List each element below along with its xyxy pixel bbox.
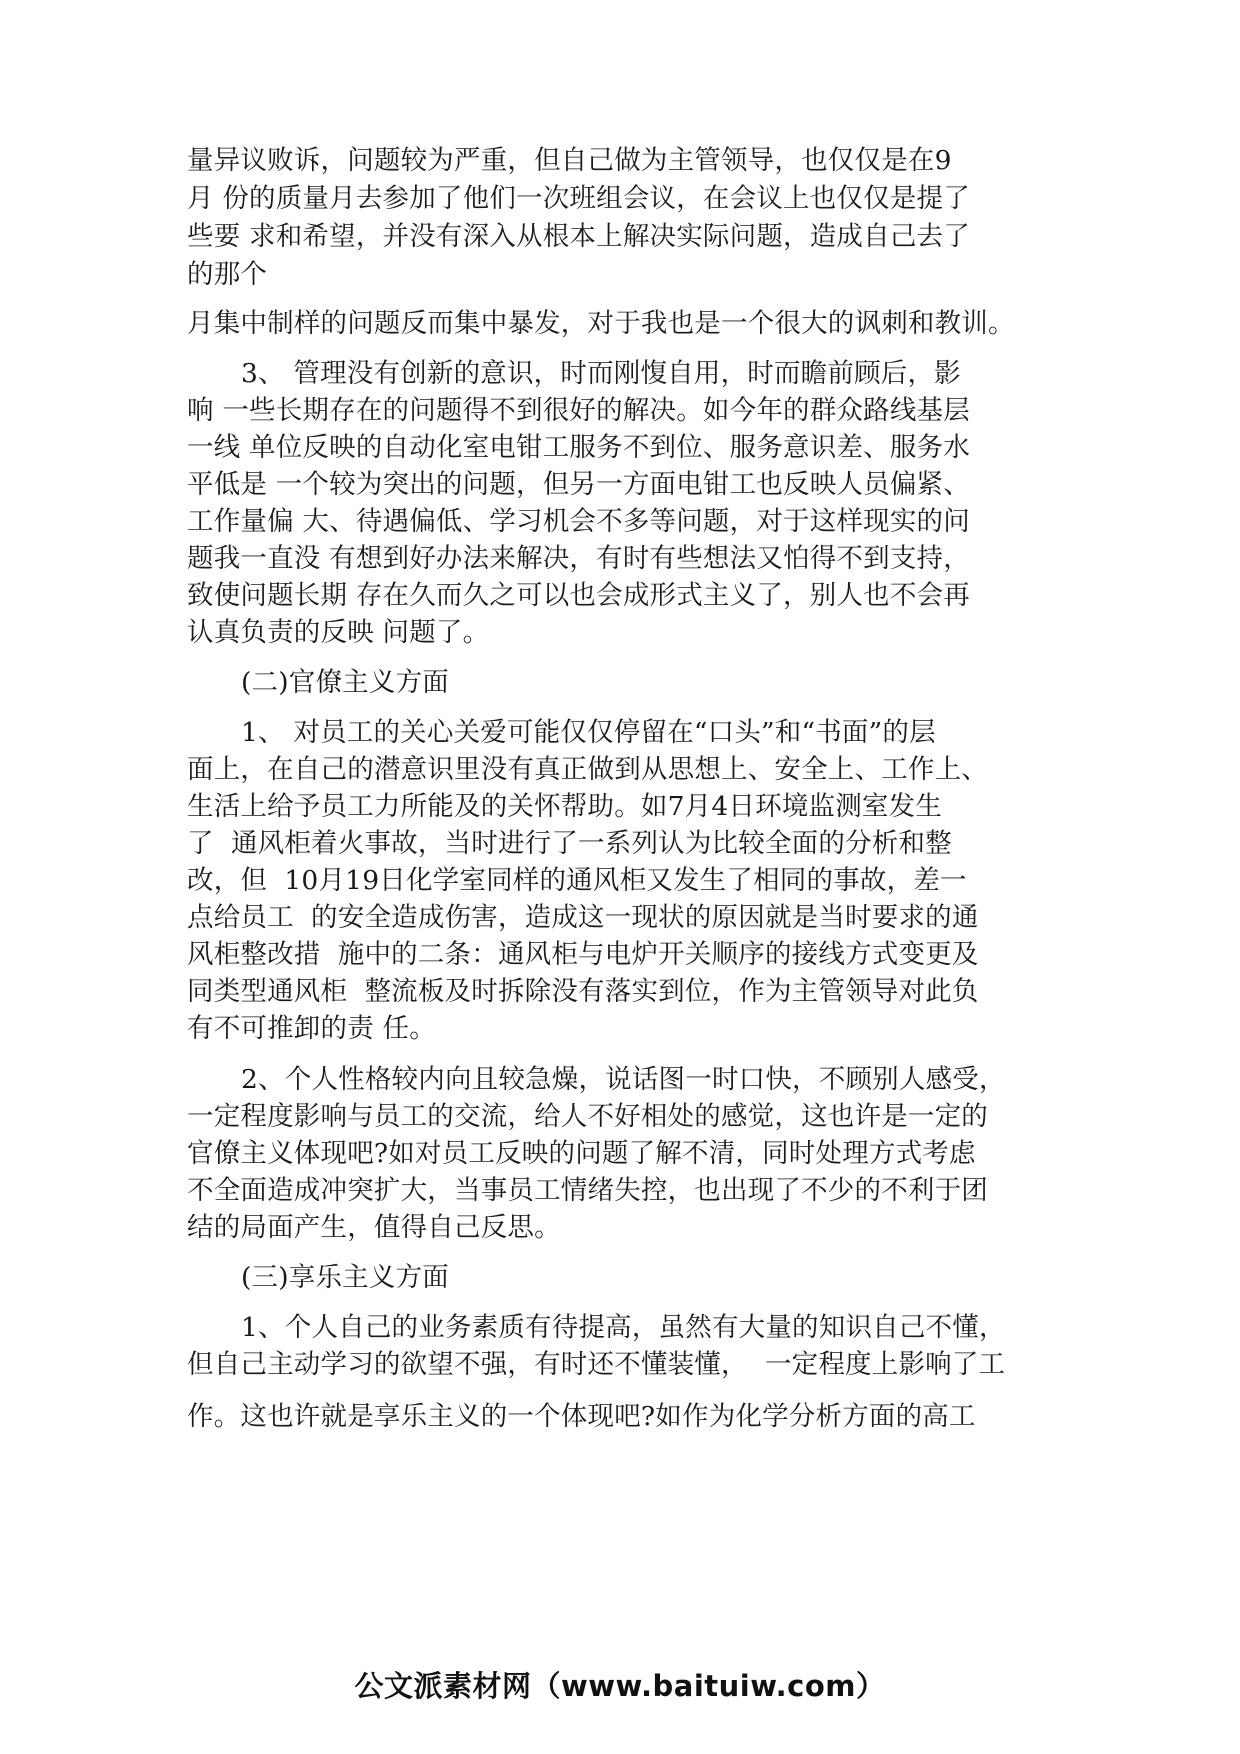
body-line: 1、 对员工的关心关爱可能仅仅停留在“口头”和“书面”的层: [241, 717, 936, 748]
body-line: 点给员工 的安全造成伤害，造成这一现状的原因就是当时要求的通: [187, 902, 979, 933]
body-line: 平低是 一个较为突出的问题，但另一方面电钳工也反映人员偏紧、: [187, 469, 970, 500]
body-line: 1、个人自己的业务素质有待提高，虽然有大量的知识自己不懂，: [241, 1312, 1006, 1343]
body-line: 作。这也许就是享乐主义的一个体现吧?如作为化学分析方面的高工: [187, 1401, 976, 1432]
body-line: 些要 求和希望，并没有深入从根本上解决实际问题，造成自己去了: [187, 221, 970, 252]
body-line: 3、 管理没有创新的意识，时而刚愎自用，时而瞻前顾后，影: [241, 358, 961, 389]
body-line: 改，但 10月19日化学室同样的通风柜又发生了相同的事故，差一: [187, 865, 967, 896]
body-line: 认真负责的反映 问题了。: [187, 617, 490, 648]
section-heading: (三)享乐主义方面: [241, 1262, 449, 1293]
body-line: 风柜整改措 施中的二条：通风柜与电炉开关顺序的接线方式变更及: [187, 939, 979, 970]
body-line: 面上，在自己的潜意识里没有真正做到从思想上、安全上、工作上、: [187, 754, 988, 785]
body-line: 一线 单位反映的自动化室电钳工服务不到位、服务意识差、服务水: [187, 432, 970, 463]
body-line: 有不可推卸的责 任。: [187, 1013, 436, 1044]
body-line: 但自己主动学习的欲望不强，有时还不懂装懂， 一定程度上影响了工: [187, 1349, 1006, 1380]
body-line: 不全面造成冲突扩大，当事员工情绪失控，也出现了不少的不利于团: [187, 1175, 988, 1206]
body-line: 工作量偏 大、待遇偏低、学习机会不多等问题，对于这样现实的问: [187, 506, 970, 537]
body-line: 题我一直没 有想到好办法来解决，有时有些想法又怕得不到支持，: [187, 543, 970, 574]
body-line: 生活上给予员工力所能及的关怀帮助。如7月4日环境监测室发生: [187, 791, 943, 822]
body-line: 同类型通风柜 整流板及时拆除没有落实到位，作为主管领导对此负: [187, 976, 979, 1007]
body-line: 响 一些长期存在的问题得不到很好的解决。如今年的群众路线基层: [187, 395, 970, 426]
body-line: 结的局面产生，值得自己反思。: [187, 1212, 561, 1243]
footer-watermark: 公文派素材网（www.baituiw.com）: [354, 1669, 886, 1703]
body-line: 量异议败诉，问题较为严重，但自己做为主管领导，也仅仅是在9: [187, 145, 952, 176]
body-line: 了 通风柜着火事故，当时进行了一系列认为比较全面的分析和整: [187, 828, 952, 859]
section-heading: (二)官僚主义方面: [241, 667, 449, 698]
body-line: 月 份的质量月去参加了他们一次班组会议，在会议上也仅仅是提了: [187, 183, 970, 214]
body-line: 官僚主义体现吧?如对员工反映的问题了解不清，同时处理方式考虑: [187, 1138, 976, 1169]
body-line: 2、个人性格较内向且较急燥，说话图一时口快，不顾别人感受，: [241, 1064, 1006, 1095]
body-line: 致使问题长期 存在久而久之可以也会成形式主义了，别人也不会再: [187, 580, 970, 611]
body-line: 月集中制样的问题反而集中暴发，对于我也是一个很大的讽刺和教训。: [187, 308, 1015, 339]
body-line: 一定程度影响与员工的交流，给人不好相处的感觉，这也许是一定的: [187, 1101, 988, 1132]
body-line: 的那个: [187, 259, 268, 290]
